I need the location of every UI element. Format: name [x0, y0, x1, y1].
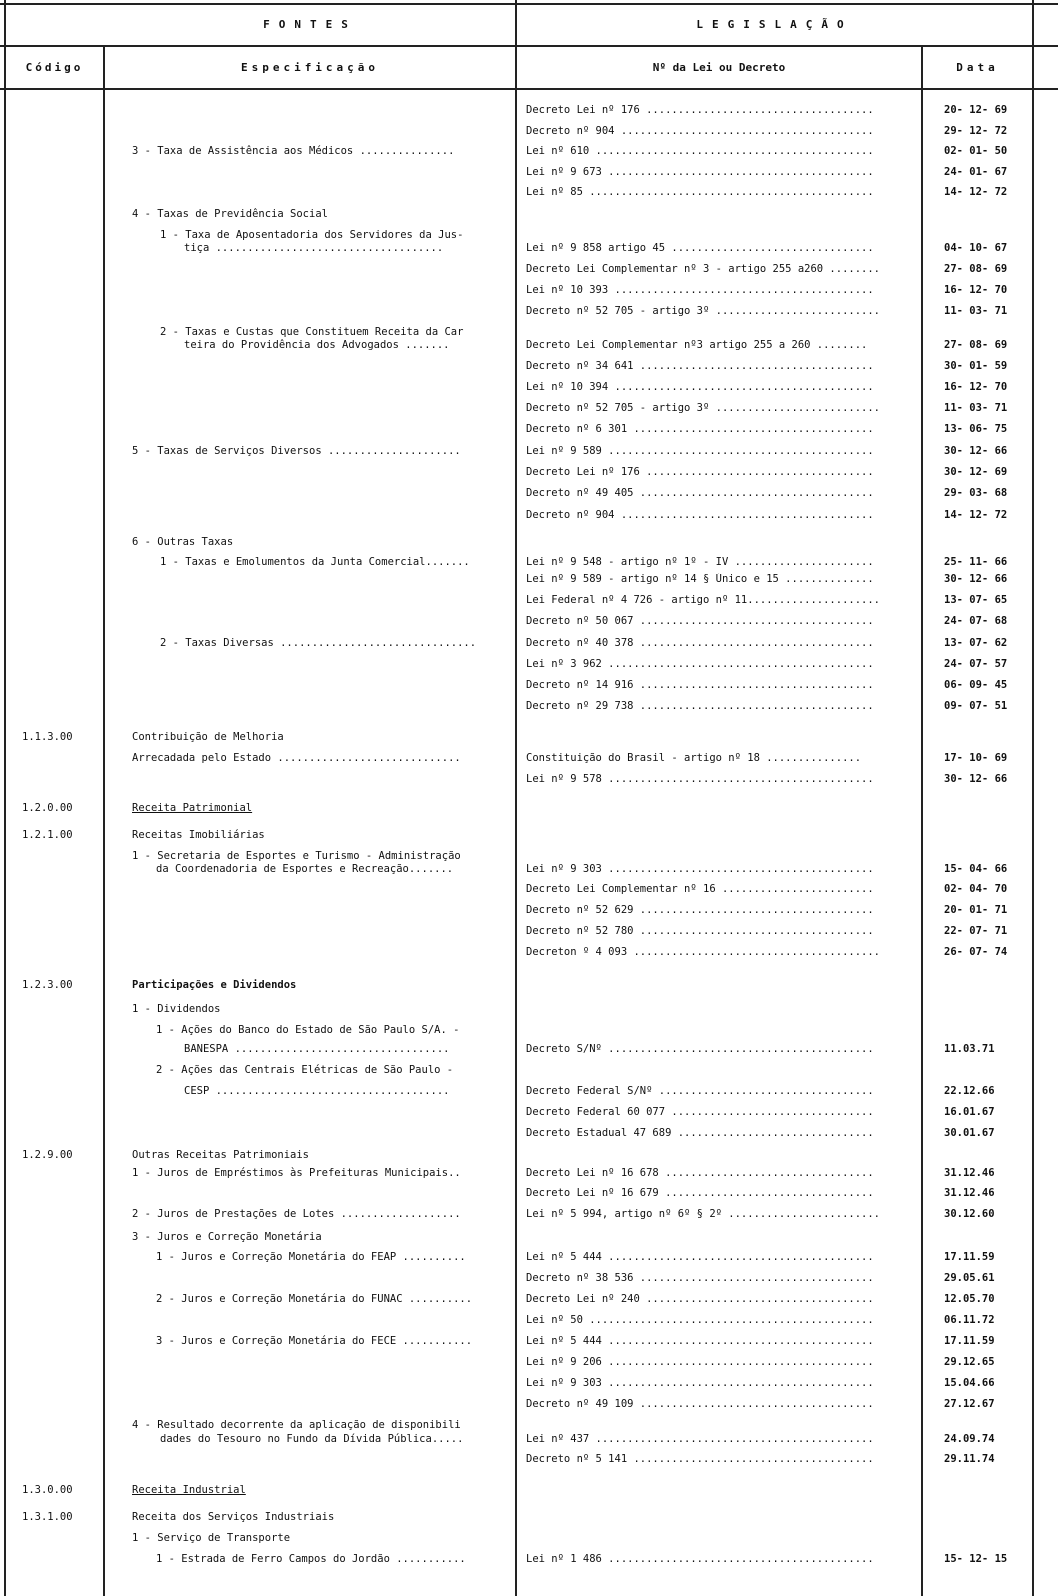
divider-fontes-legislacao [515, 0, 517, 1596]
divider-codigo [103, 46, 105, 1596]
data-cell: 02- 01- 50 [944, 145, 1008, 157]
lei-decreto-cell: Lei nº 9 589 - artigo nº 14 § Único e 15 .............. [526, 573, 874, 585]
data-cell: 30- 01- 59 [944, 360, 1008, 372]
lei-decreto-cell: Decreto nº 904 ........................................ [526, 509, 874, 521]
especificacao-cell: 5 - Taxas de Serviços Diversos ..................... [132, 445, 461, 457]
especificacao-cell: 3 - Taxa de Assistência aos Médicos ............... [132, 145, 455, 157]
especificacao-cell: Arrecadada pelo Estado ............................. [132, 752, 461, 764]
especificacao-cell: Receitas Imobiliárias [132, 829, 265, 841]
lei-decreto-cell: Decreto S/Nº .......................................... [526, 1043, 874, 1055]
data-cell: 20- 12- 69 [944, 104, 1008, 116]
data-cell: 12.05.70 [944, 1293, 995, 1305]
data-cell: 26- 07- 74 [944, 946, 1008, 958]
data-cell: 14- 12- 72 [944, 509, 1008, 521]
lei-decreto-cell: Decreto nº 52 780 ..................................... [526, 925, 874, 937]
data-cell: 09- 07- 51 [944, 700, 1008, 712]
lei-decreto-cell: Decreto Lei Complementar nº 3 - artigo 255 a260 ........ [526, 263, 881, 275]
lei-decreto-cell: Lei nº 9 673 .......................................... [526, 166, 874, 178]
data-cell: 13- 07- 62 [944, 637, 1008, 649]
data-cell: 15.04.66 [944, 1377, 995, 1389]
lei-decreto-cell: Decreto Lei nº 240 .................................... [526, 1293, 874, 1305]
data-cell: 11- 03- 71 [944, 402, 1008, 414]
data-cell: 11- 03- 71 [944, 305, 1008, 317]
data-cell: 25- 11- 66 [944, 556, 1008, 568]
especificacao-cell: teira do Providência dos Advogados ....... [184, 339, 450, 351]
especificacao-cell: 2 - Taxas Diversas ............................... [160, 637, 477, 649]
divider-data [921, 46, 923, 1596]
lei-decreto-cell: Lei nº 5 444 .......................................... [526, 1251, 874, 1263]
especificacao-cell: Participações e Dividendos [132, 979, 297, 991]
header-data: Data [956, 61, 999, 74]
data-cell: 29.05.61 [944, 1272, 995, 1284]
codigo-cell: 1.3.1.00 [22, 1511, 73, 1523]
data-cell: 13- 06- 75 [944, 423, 1008, 435]
lei-decreto-cell: Lei nº 10 394 ......................................... [526, 381, 874, 393]
header-legislacao: LEGISLAÇÃO [696, 18, 853, 31]
lei-decreto-cell: Decreto nº 49 109 ..................................... [526, 1398, 874, 1410]
data-cell: 30- 12- 66 [944, 573, 1008, 585]
data-cell: 27- 08- 69 [944, 339, 1008, 351]
data-cell: 29.11.74 [944, 1453, 995, 1465]
especificacao-cell: 1 - Dividendos [132, 1003, 221, 1015]
lei-decreto-cell: Lei nº 5 994, artigo nº 6º § 2º ........................ [526, 1208, 881, 1220]
border-right [1032, 0, 1034, 1596]
lei-decreto-cell: Lei nº 9 548 - artigo nº 1º - IV ...................... [526, 556, 874, 568]
lei-decreto-cell: Lei nº 5 444 .......................................... [526, 1335, 874, 1347]
data-cell: 22- 07- 71 [944, 925, 1008, 937]
especificacao-cell: CESP ..................................... [184, 1085, 450, 1097]
especificacao-cell: 1 - Taxa de Aposentadoria dos Servidores da Jus- [160, 229, 464, 241]
lei-decreto-cell: Lei nº 9 303 .......................................... [526, 863, 874, 875]
data-cell: 31.12.46 [944, 1187, 995, 1199]
especificacao-cell: 6 - Outras Taxas [132, 536, 234, 548]
lei-decreto-cell: Lei Federal nº 4 726 - artigo nº 11..................... [526, 594, 881, 606]
data-cell: 06- 09- 45 [944, 679, 1008, 691]
especificacao-cell: 1 - Juros de Empréstimos às Prefeituras Municipais.. [132, 1167, 461, 1179]
data-cell: 20- 01- 71 [944, 904, 1008, 916]
lei-decreto-cell: Decreto nº 34 641 ..................................... [526, 360, 874, 372]
data-cell: 24.09.74 [944, 1433, 995, 1445]
data-cell: 24- 01- 67 [944, 166, 1008, 178]
codigo-cell: 1.3.0.00 [22, 1484, 73, 1496]
header-especificacao: Especificação [240, 61, 380, 74]
especificacao-cell: 2 - Taxas e Custas que Constituem Receita da Car [160, 326, 464, 338]
codigo-cell: 1.2.9.00 [22, 1149, 73, 1161]
codigo-cell: 1.1.3.00 [22, 731, 73, 743]
lei-decreto-cell: Decreto nº 50 067 ..................................... [526, 615, 874, 627]
lei-decreto-cell: Lei nº 3 962 .......................................... [526, 658, 874, 670]
data-cell: 13- 07- 65 [944, 594, 1008, 606]
codigo-cell: 1.2.0.00 [22, 802, 73, 814]
codigo-cell: 1.2.3.00 [22, 979, 73, 991]
especificacao-cell: 2 - Juros de Prestações de Lotes ................... [132, 1208, 461, 1220]
header-divider [0, 45, 1058, 47]
lei-decreto-cell: Lei nº 437 ............................................ [526, 1433, 874, 1445]
especificacao-cell: Receita Patrimonial [132, 802, 253, 814]
especificacao-cell: Outras Receitas Patrimoniais [132, 1149, 310, 1161]
lei-decreto-cell: Decreto Lei Complementar nº 16 ........................ [526, 883, 874, 895]
data-cell: 24- 07- 68 [944, 615, 1008, 627]
especificacao-cell: Receita dos Serviços Industriais [132, 1511, 335, 1523]
data-cell: 17- 10- 69 [944, 752, 1008, 764]
lei-decreto-cell: Lei nº 50 ............................................. [526, 1314, 874, 1326]
data-cell: 11.03.71 [944, 1043, 995, 1055]
lei-decreto-cell: Decreto Lei Complementar nº3 artigo 255 a 260 ........ [526, 339, 868, 351]
codigo-cell: 1.2.1.00 [22, 829, 73, 841]
data-cell: 22.12.66 [944, 1085, 995, 1097]
lei-decreto-cell: Lei nº 85 ............................................. [526, 186, 874, 198]
data-cell: 29- 03- 68 [944, 487, 1008, 499]
lei-decreto-cell: Decreto Lei nº 16 678 ................................. [526, 1167, 874, 1179]
lei-decreto-cell: Decreto nº 14 916 ..................................... [526, 679, 874, 691]
especificacao-cell: 1 - Secretaria de Esportes e Turismo - Administração [132, 850, 461, 862]
data-cell: 16- 12- 70 [944, 381, 1008, 393]
lei-decreto-cell: Decreto Federal S/Nº .................................. [526, 1085, 874, 1097]
lei-decreto-cell: Decreto nº 6 301 ...................................... [526, 423, 874, 435]
lei-decreto-cell: Lei nº 610 ............................................ [526, 145, 874, 157]
data-cell: 17.11.59 [944, 1251, 995, 1263]
data-cell: 16- 12- 70 [944, 284, 1008, 296]
especificacao-cell: 4 - Resultado decorrente da aplicação de disponibili [132, 1419, 461, 1431]
data-cell: 30.01.67 [944, 1127, 995, 1139]
data-cell: 02- 04- 70 [944, 883, 1008, 895]
lei-decreto-cell: Decreto nº 52 705 - artigo 3º .......................... [526, 305, 881, 317]
lei-decreto-cell: Lei nº 1 486 .......................................... [526, 1553, 874, 1565]
lei-decreto-cell: Decreto Lei nº 176 .................................... [526, 104, 874, 116]
lei-decreto-cell: Decreto nº 40 378 ..................................... [526, 637, 874, 649]
data-cell: 14- 12- 72 [944, 186, 1008, 198]
especificacao-cell: tiça .................................... [184, 242, 444, 254]
especificacao-cell: Receita Industrial [132, 1484, 246, 1496]
data-cell: 16.01.67 [944, 1106, 995, 1118]
data-cell: 30- 12- 66 [944, 445, 1008, 457]
lei-decreto-cell: Decreto nº 49 405 ..................................... [526, 487, 874, 499]
data-cell: 24- 07- 57 [944, 658, 1008, 670]
especificacao-cell: 1 - Taxas e Emolumentos da Junta Comercial....... [160, 556, 470, 568]
data-cell: 30- 12- 66 [944, 773, 1008, 785]
lei-decreto-cell: Decreto Lei nº 176 .................................... [526, 466, 874, 478]
especificacao-cell: 1 - Serviço de Transporte [132, 1532, 291, 1544]
especificacao-cell: 2 - Ações das Centrais Elétricas de São Paulo - [156, 1064, 454, 1076]
data-cell: 27- 08- 69 [944, 263, 1008, 275]
especificacao-cell: BANESPA .................................. [184, 1043, 450, 1055]
lei-decreto-cell: Decreton º 4 093 ....................................... [526, 946, 881, 958]
lei-decreto-cell: Lei nº 9 589 .......................................... [526, 445, 874, 457]
subheader-divider [0, 88, 1058, 90]
lei-decreto-cell: Decreto nº 5 141 ...................................... [526, 1453, 874, 1465]
data-cell: 29- 12- 72 [944, 125, 1008, 137]
border-left [4, 0, 6, 1596]
lei-decreto-cell: Decreto Federal 60 077 ................................ [526, 1106, 874, 1118]
especificacao-cell: Contribuição de Melhoria [132, 731, 284, 743]
especificacao-cell: 1 - Estrada de Ferro Campos do Jordão ........... [156, 1553, 466, 1565]
data-cell: 31.12.46 [944, 1167, 995, 1179]
especificacao-cell: dades do Tesouro no Fundo da Dívida Pública..... [160, 1433, 464, 1445]
especificacao-cell: 1 - Juros e Correção Monetária do FEAP .......... [156, 1251, 466, 1263]
lei-decreto-cell: Decreto nº 52 705 - artigo 3º .......................... [526, 402, 881, 414]
header-fontes: FONTES [263, 18, 357, 31]
header-lei-decreto: Nº da Lei ou Decreto [652, 61, 786, 74]
especificacao-cell: 2 - Juros e Correção Monetária do FUNAC .......... [156, 1293, 473, 1305]
especificacao-cell: 4 - Taxas de Previdência Social [132, 208, 328, 220]
lei-decreto-cell: Decreto nº 904 ........................................ [526, 125, 874, 137]
data-cell: 15- 12- 15 [944, 1553, 1008, 1565]
lei-decreto-cell: Decreto nº 52 629 ..................................... [526, 904, 874, 916]
data-cell: 04- 10- 67 [944, 242, 1008, 254]
lei-decreto-cell: Decreto nº 38 536 ..................................... [526, 1272, 874, 1284]
data-cell: 29.12.65 [944, 1356, 995, 1368]
lei-decreto-cell: Constituição do Brasil - artigo nº 18 ............... [526, 752, 862, 764]
data-cell: 06.11.72 [944, 1314, 995, 1326]
lei-decreto-cell: Lei nº 9 858 artigo 45 ................................ [526, 242, 874, 254]
lei-decreto-cell: Decreto nº 29 738 ..................................... [526, 700, 874, 712]
border-top [0, 3, 1058, 5]
especificacao-cell: 3 - Juros e Correção Monetária [132, 1231, 322, 1243]
especificacao-cell: 3 - Juros e Correção Monetária do FECE ........... [156, 1335, 473, 1347]
lei-decreto-cell: Lei nº 10 393 ......................................... [526, 284, 874, 296]
data-cell: 30- 12- 69 [944, 466, 1008, 478]
lei-decreto-cell: Lei nº 9 578 .......................................... [526, 773, 874, 785]
data-cell: 30.12.60 [944, 1208, 995, 1220]
header-codigo: Código [25, 61, 84, 74]
data-cell: 15- 04- 66 [944, 863, 1008, 875]
especificacao-cell: da Coordenadoria de Esportes e Recreação....... [156, 863, 454, 875]
data-cell: 27.12.67 [944, 1398, 995, 1410]
lei-decreto-cell: Lei nº 9 303 .......................................... [526, 1377, 874, 1389]
lei-decreto-cell: Lei nº 9 206 .......................................... [526, 1356, 874, 1368]
lei-decreto-cell: Decreto Lei nº 16 679 ................................. [526, 1187, 874, 1199]
especificacao-cell: 1 - Ações do Banco do Estado de São Paulo S/A. - [156, 1024, 460, 1036]
data-cell: 17.11.59 [944, 1335, 995, 1347]
lei-decreto-cell: Decreto Estadual 47 689 ............................... [526, 1127, 874, 1139]
